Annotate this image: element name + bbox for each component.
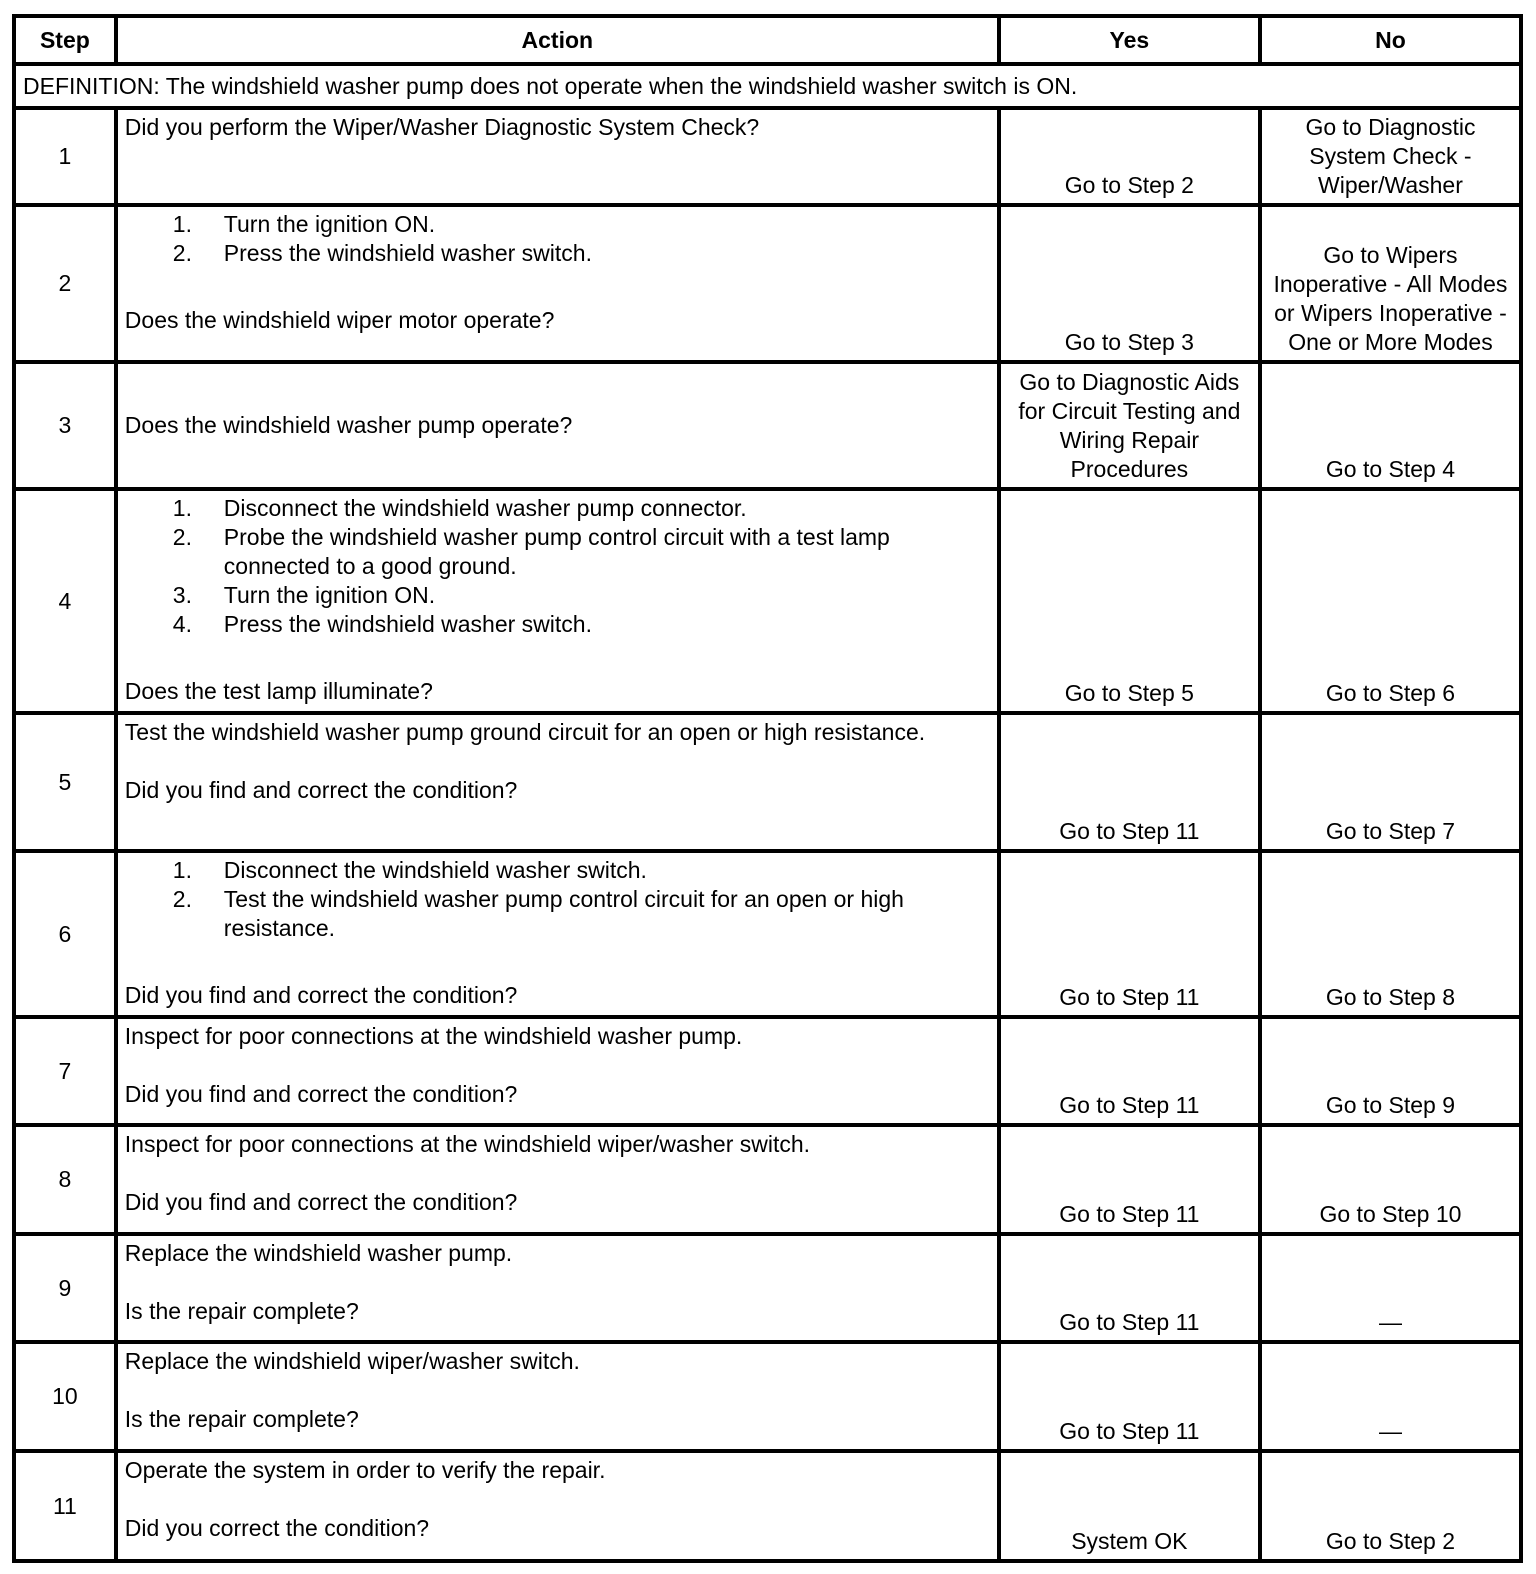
yes-cell: Go to Step 11 [999, 1342, 1260, 1451]
action-step-item [125, 494, 990, 523]
header-action: Action [116, 16, 999, 64]
step-number: 10 [14, 1342, 116, 1451]
action-question: Does the windshield wiper motor operate? [124, 307, 555, 333]
action-question: Did you find and correct the condition? [124, 1081, 518, 1107]
action-cell [116, 1234, 999, 1342]
action-cell [116, 1017, 999, 1125]
step-number: 1 [14, 108, 116, 205]
step-number: 4 [14, 489, 116, 713]
action-cell [116, 1125, 999, 1234]
action-intro: Operate the system in order to verify the repair. [124, 1457, 606, 1483]
action-question: Did you find and correct the condition? [124, 777, 518, 803]
action-step-text: Probe the windshield washer pump control circuit with a test lamp connected to a good ground. [223, 524, 890, 579]
table-row [14, 1017, 1521, 1125]
action-step-number: 1. [172, 857, 192, 883]
table-body [14, 64, 1521, 1561]
table-row [14, 1342, 1521, 1451]
action-step-item [125, 856, 990, 885]
yes-cell: Go to Step 11 [999, 1017, 1260, 1125]
table-row [14, 851, 1521, 1017]
action-cell [116, 205, 999, 362]
yes-cell: Go to Step 11 [999, 1234, 1260, 1342]
action-intro: Did you perform the Wiper/Washer Diagnostic System Check? [124, 114, 760, 140]
action-step-number: 1. [172, 211, 192, 237]
table-row [14, 1451, 1521, 1561]
action-steps [125, 856, 990, 943]
action-intro: Replace the windshield washer pump. [124, 1240, 513, 1266]
table-row [14, 489, 1521, 713]
action-step-text: Press the windshield washer switch. [223, 240, 592, 266]
action-cell [116, 362, 999, 489]
step-number: 7 [14, 1017, 116, 1125]
table-row [14, 108, 1521, 205]
action-question: Is the repair complete? [124, 1298, 359, 1324]
no-cell: Go to Step 4 [1260, 362, 1521, 489]
action-question: Did you correct the condition? [124, 1515, 430, 1541]
action-step-text: Turn the ignition ON. [223, 582, 436, 608]
header-yes: Yes [999, 16, 1260, 64]
action-cell [116, 489, 999, 713]
yes-cell: Go to Step 11 [999, 1125, 1260, 1234]
action-step-item [125, 581, 990, 610]
no-cell: — [1260, 1234, 1521, 1342]
action-question: Is the repair complete? [124, 1406, 359, 1432]
step-number: 6 [14, 851, 116, 1017]
yes-cell: Go to Diagnostic Aids for Circuit Testing and Wiring Repair Procedures [999, 362, 1260, 489]
no-cell: Go to Wipers Inoperative - All Modes or Wipers Inoperative - One or More Modes [1260, 205, 1521, 362]
table-row [14, 1234, 1521, 1342]
action-step-text: Test the windshield washer pump control circuit for an open or high resistance. [223, 886, 904, 941]
action-step-item [125, 523, 990, 581]
action-step-number: 3. [172, 582, 192, 608]
step-number: 2 [14, 205, 116, 362]
action-step-item [125, 610, 990, 639]
no-cell: Go to Step 10 [1260, 1125, 1521, 1234]
action-cell [116, 713, 999, 851]
yes-cell: Go to Step 3 [999, 205, 1260, 362]
table-row [14, 205, 1521, 362]
no-cell: Go to Step 6 [1260, 489, 1521, 713]
action-steps [125, 494, 990, 639]
action-question: Does the windshield washer pump operate? [124, 412, 573, 438]
diagnostic-table [12, 14, 1523, 1563]
action-step-number: 2. [172, 524, 192, 550]
header-step: Step [14, 16, 116, 64]
action-question: Did you find and correct the condition? [124, 982, 518, 1008]
yes-cell: Go to Step 5 [999, 489, 1260, 713]
no-cell: Go to Step 8 [1260, 851, 1521, 1017]
yes-cell: Go to Step 11 [999, 851, 1260, 1017]
action-step-text: Press the windshield washer switch. [223, 611, 592, 637]
yes-cell: Go to Step 11 [999, 713, 1260, 851]
action-question: Did you find and correct the condition? [124, 1189, 518, 1215]
action-step-number: 1. [172, 495, 192, 521]
no-cell: Go to Diagnostic System Check - Wiper/Washer [1260, 108, 1521, 205]
action-step-text: Turn the ignition ON. [223, 211, 436, 237]
yes-cell: System OK [999, 1451, 1260, 1561]
action-steps [125, 210, 990, 268]
table-row [14, 713, 1521, 851]
step-number: 3 [14, 362, 116, 489]
action-question: Does the test lamp illuminate? [124, 678, 433, 704]
step-number: 9 [14, 1234, 116, 1342]
action-step-item [125, 210, 990, 239]
action-cell [116, 1342, 999, 1451]
action-step-number: 2. [172, 886, 192, 912]
action-intro: Replace the windshield wiper/washer switch. [124, 1348, 580, 1374]
action-step-text: Disconnect the windshield washer pump connector. [223, 495, 747, 521]
no-cell: Go to Step 7 [1260, 713, 1521, 851]
header-row [14, 16, 1521, 64]
yes-cell: Go to Step 2 [999, 108, 1260, 205]
action-cell [116, 1451, 999, 1561]
definition-row [14, 64, 1521, 108]
table-row [14, 362, 1521, 489]
action-intro: Inspect for poor connections at the windshield washer pump. [124, 1023, 743, 1049]
action-cell [116, 108, 999, 205]
action-step-text: Disconnect the windshield washer switch. [223, 857, 647, 883]
no-cell: — [1260, 1342, 1521, 1451]
no-cell: Go to Step 2 [1260, 1451, 1521, 1561]
action-step-number: 4. [172, 611, 192, 637]
no-cell: Go to Step 9 [1260, 1017, 1521, 1125]
action-cell [116, 851, 999, 1017]
step-number: 11 [14, 1451, 116, 1561]
definition-text: DEFINITION: The windshield washer pump does not operate when the windshield washer switch is ON. [14, 64, 1521, 108]
step-number: 8 [14, 1125, 116, 1234]
step-number: 5 [14, 713, 116, 851]
action-step-number: 2. [172, 240, 192, 266]
action-intro: Inspect for poor connections at the windshield wiper/washer switch. [124, 1131, 811, 1157]
action-step-item [125, 239, 990, 268]
action-intro: Test the windshield washer pump ground circuit for an open or high resistance. [124, 719, 926, 745]
table-row [14, 1125, 1521, 1234]
header-no: No [1260, 16, 1521, 64]
action-step-item [125, 885, 990, 943]
